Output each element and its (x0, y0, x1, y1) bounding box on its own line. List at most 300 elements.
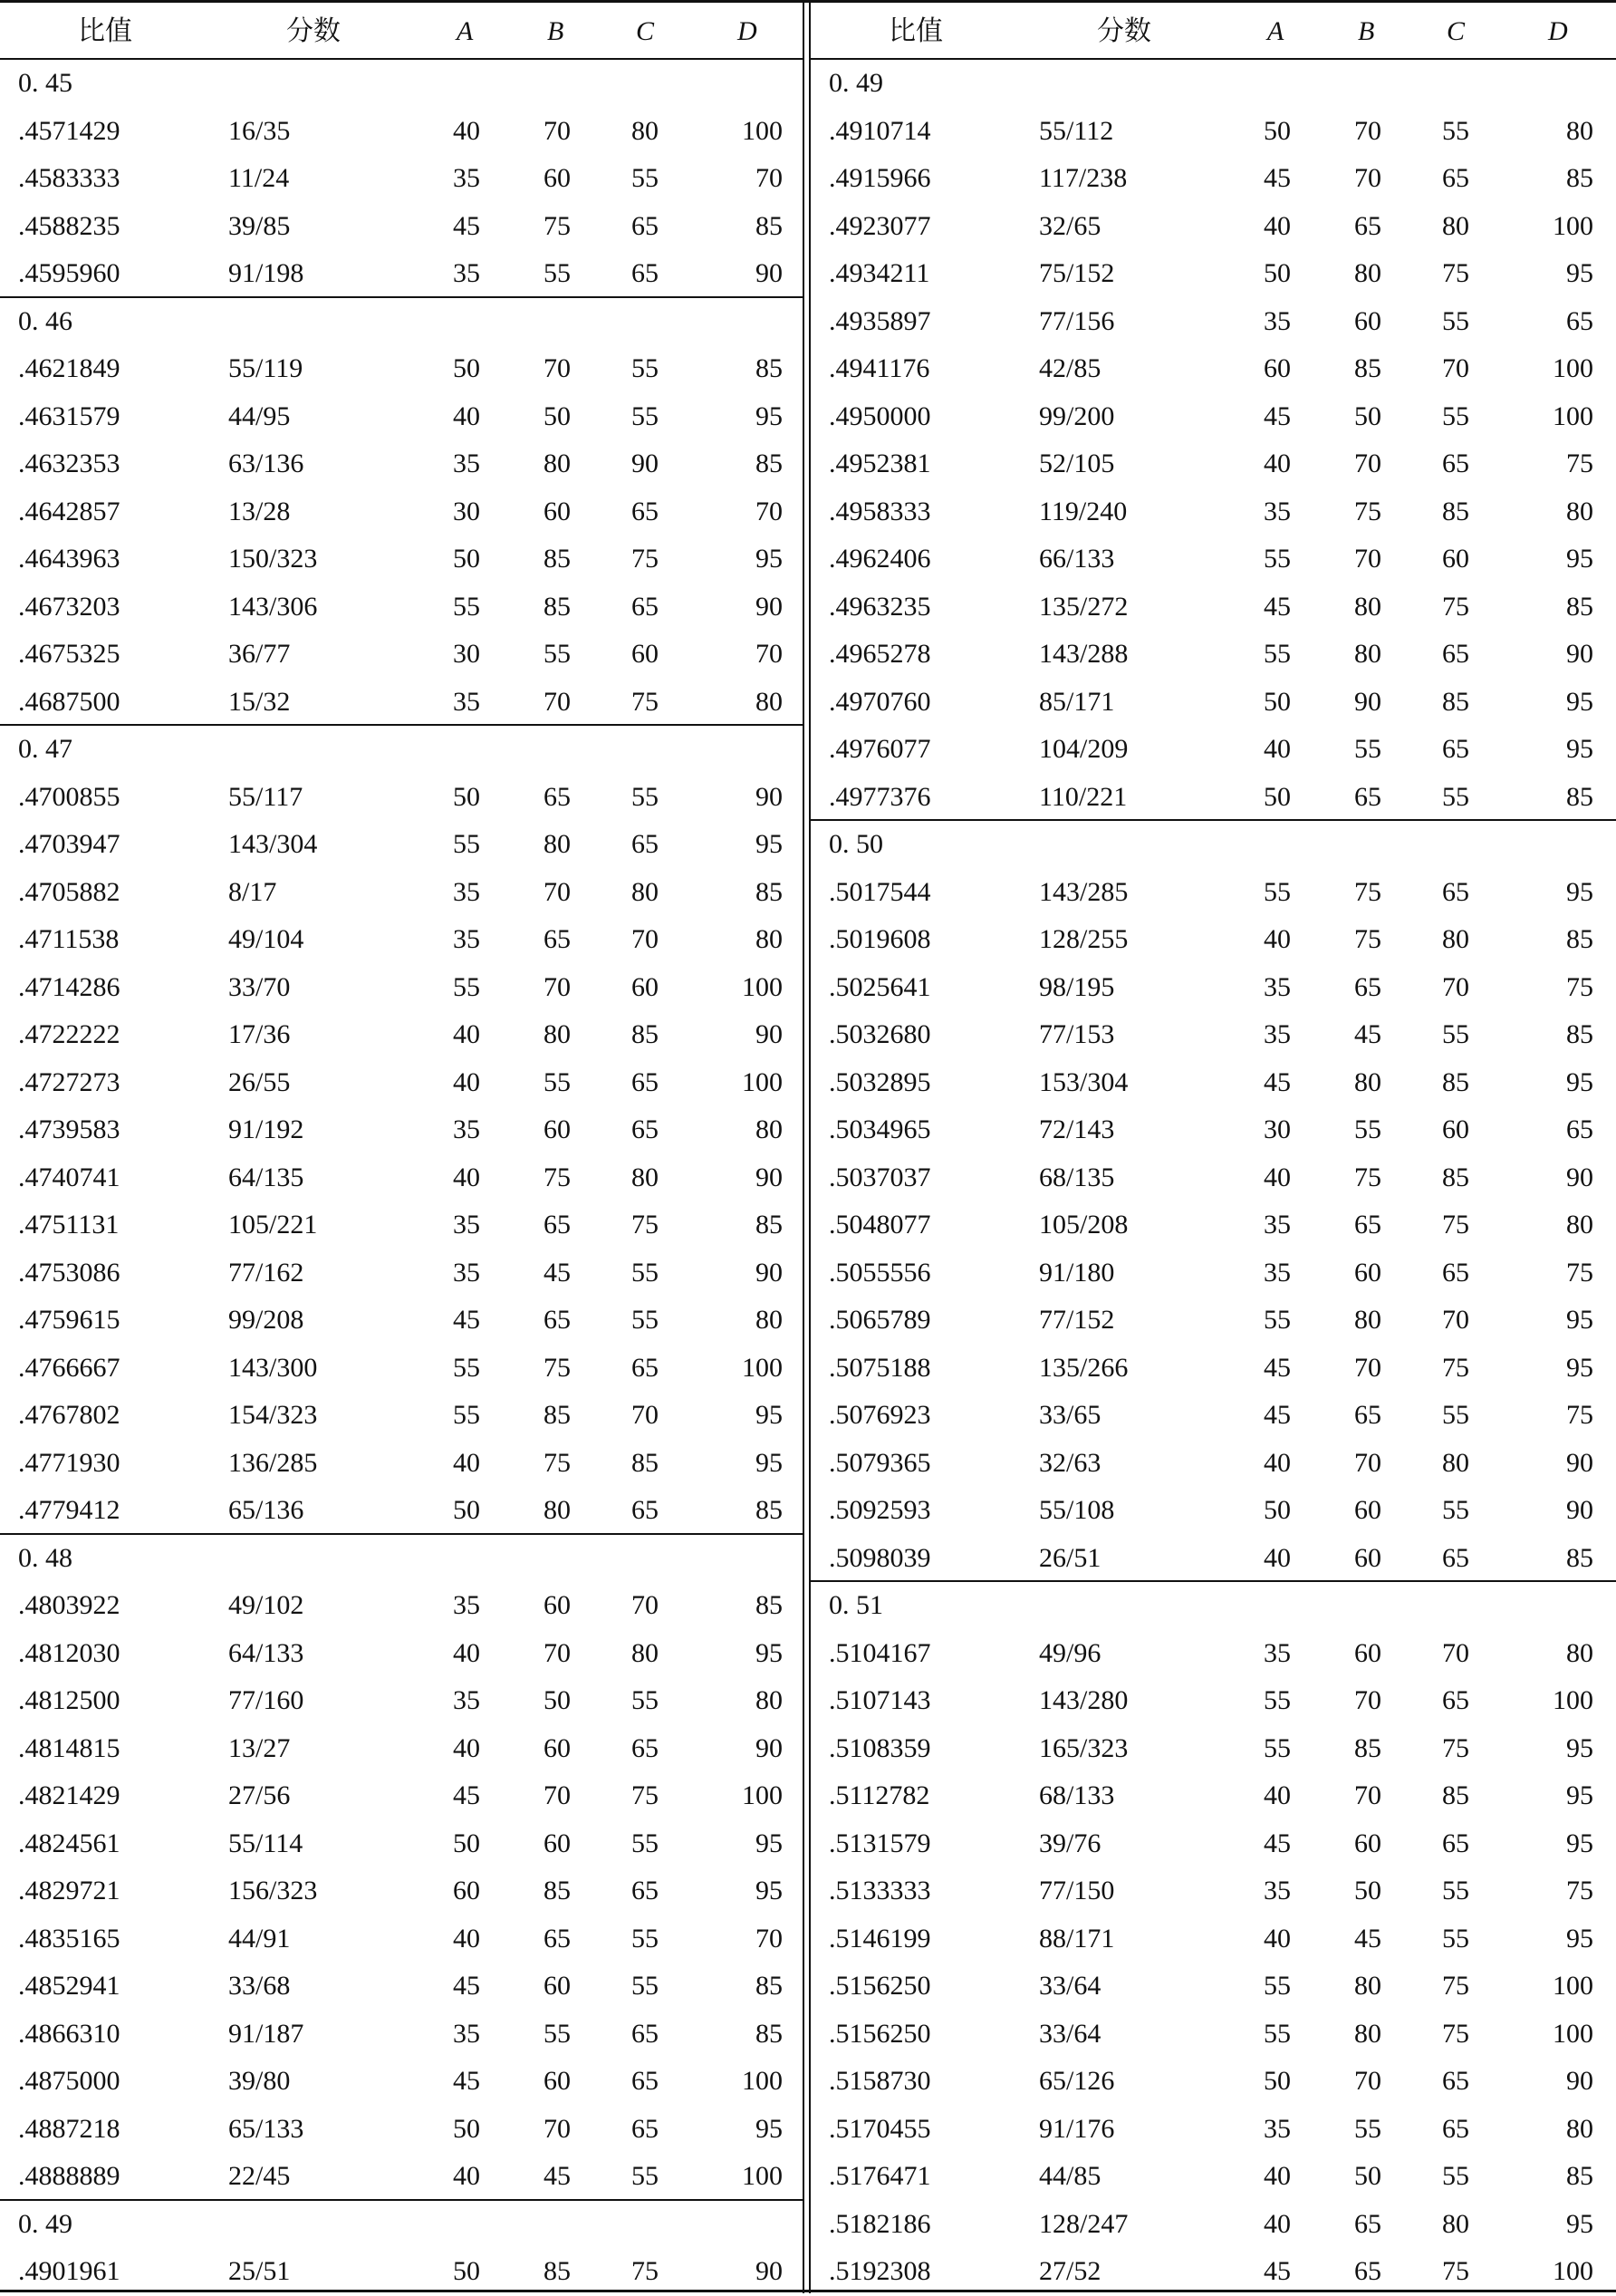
b-cell: 65 (1354, 210, 1381, 241)
c-cell: 55 (1442, 1876, 1469, 1905)
b-cell: 85 (543, 544, 571, 574)
table-row (811, 488, 1616, 536)
ratio-cell: .5158730 (829, 2066, 931, 2096)
fraction-cell: 143/280 (1039, 1685, 1129, 1715)
b-cell: 85 (543, 591, 571, 622)
table-row (0, 1582, 803, 1630)
fraction-cell: 143/300 (228, 1352, 318, 1383)
d-cell: 90 (1566, 2066, 1593, 2096)
a-cell: 40 (1264, 734, 1291, 764)
table-row (0, 1963, 803, 2011)
table-row (811, 584, 1616, 632)
c-cell: 65 (631, 1066, 659, 1097)
d-cell: 95 (755, 1828, 783, 1858)
c-cell: 55 (1442, 1495, 1469, 1525)
table-row (811, 203, 1616, 251)
table-row (811, 1867, 1616, 1915)
a-cell: 45 (453, 1971, 480, 2001)
b-cell: 85 (1354, 353, 1381, 383)
fraction-cell: 55/112 (1039, 115, 1114, 146)
fraction-cell: 77/150 (1039, 1876, 1115, 1905)
table-row (0, 1297, 803, 1345)
b-cell: 70 (1354, 1685, 1381, 1715)
a-cell: 55 (1264, 876, 1291, 907)
d-cell: 95 (1566, 686, 1593, 717)
table-row (0, 203, 803, 251)
b-cell: 65 (543, 924, 571, 954)
b-cell: 85 (543, 1876, 571, 1905)
c-cell: 65 (631, 1352, 659, 1383)
a-cell: 40 (453, 115, 480, 146)
header-c: C (1447, 16, 1466, 46)
b-cell: 60 (1354, 1257, 1381, 1288)
c-cell: 55 (631, 1257, 659, 1288)
d-cell: 75 (1566, 1876, 1593, 1905)
c-cell: 75 (1442, 2256, 1469, 2286)
table-row (0, 1345, 803, 1393)
d-cell: 85 (1566, 591, 1593, 622)
section-label: 0. 51 (829, 1590, 883, 1620)
fraction-cell: 55/117 (228, 781, 303, 812)
table-row (0, 1820, 803, 1868)
c-cell: 70 (1442, 1305, 1469, 1335)
table-row (811, 1915, 1616, 1963)
d-cell: 65 (1566, 305, 1593, 336)
c-cell: 80 (1442, 924, 1469, 954)
b-cell: 65 (543, 781, 571, 812)
a-cell: 40 (453, 1447, 480, 1478)
a-cell: 45 (1264, 591, 1291, 622)
d-cell: 95 (755, 1400, 783, 1430)
c-cell: 65 (631, 2113, 659, 2144)
c-cell: 55 (631, 1685, 659, 1715)
ratio-cell: .4803922 (18, 1590, 120, 1620)
a-cell: 40 (453, 400, 480, 431)
c-cell: 80 (631, 876, 659, 907)
ratio-cell: .4739583 (18, 1114, 120, 1144)
d-cell: 85 (755, 1971, 783, 2001)
fraction-cell: 33/68 (228, 1971, 291, 2001)
table-row (0, 1106, 803, 1154)
c-cell: 55 (631, 353, 659, 383)
c-cell: 65 (631, 591, 659, 622)
ratio-cell: .4700855 (18, 781, 120, 812)
b-cell: 65 (1354, 1210, 1381, 1240)
d-cell: 95 (755, 1637, 783, 1668)
a-cell: 55 (1264, 1732, 1291, 1763)
ratio-cell: .5076923 (829, 1400, 931, 1430)
table-row (0, 250, 803, 298)
header-a: A (457, 16, 474, 46)
d-cell: 85 (755, 876, 783, 907)
table-row (811, 440, 1616, 488)
d-cell: 65 (1566, 1114, 1593, 1144)
d-cell: 85 (755, 449, 783, 478)
d-cell: 90 (755, 1732, 783, 1763)
ratio-cell: .4675325 (18, 639, 120, 669)
fraction-cell: 135/272 (1039, 591, 1129, 622)
ratio-cell: .5037037 (829, 1162, 931, 1192)
ratio-cell: .4952381 (829, 449, 931, 478)
b-cell: 65 (1354, 2208, 1381, 2239)
section-row (0, 298, 803, 346)
b-cell: 80 (543, 1495, 571, 1525)
c-cell: 80 (1442, 2208, 1469, 2239)
table-row (811, 1154, 1616, 1202)
section-row (0, 60, 803, 108)
c-cell: 65 (1442, 876, 1469, 907)
right-table-body (811, 60, 1616, 2296)
d-cell: 80 (1566, 2113, 1593, 2144)
ratio-cell: .4915966 (829, 163, 931, 193)
ratio-cell: .5032680 (829, 1019, 931, 1049)
table-row (0, 1392, 803, 1440)
c-cell: 55 (631, 1305, 659, 1335)
fraction-cell: 135/266 (1039, 1352, 1129, 1383)
fraction-cell: 64/135 (228, 1162, 304, 1192)
a-cell: 30 (453, 496, 480, 526)
header-b: B (1358, 16, 1375, 46)
a-cell: 50 (453, 353, 480, 383)
ratio-cell: .4632353 (18, 449, 120, 478)
d-cell: 90 (1566, 639, 1593, 669)
b-cell: 75 (1354, 924, 1381, 954)
table-row (0, 1725, 803, 1773)
b-cell: 70 (1354, 1352, 1381, 1383)
a-cell: 40 (1264, 2208, 1291, 2239)
c-cell: 65 (1442, 734, 1469, 764)
ratio-cell: .4812030 (18, 1637, 120, 1668)
section-label: 0. 46 (18, 305, 72, 336)
table-row (811, 1440, 1616, 1488)
d-cell: 95 (1566, 1732, 1593, 1763)
a-cell: 60 (1264, 353, 1291, 383)
c-cell: 65 (1442, 1257, 1469, 1288)
fraction-cell: 65/126 (1039, 2066, 1115, 2096)
d-cell: 75 (1566, 1257, 1593, 1288)
fraction-cell: 105/208 (1039, 1210, 1129, 1240)
c-cell: 65 (1442, 163, 1469, 193)
table-row (0, 1154, 803, 1202)
table-row (811, 250, 1616, 298)
fraction-cell: 91/180 (1039, 1257, 1115, 1288)
d-cell: 80 (1566, 1637, 1593, 1668)
b-cell: 65 (543, 1305, 571, 1335)
table-row (811, 535, 1616, 584)
c-cell: 85 (1442, 1162, 1469, 1192)
b-cell: 60 (1354, 305, 1381, 336)
a-cell: 50 (453, 544, 480, 574)
c-cell: 55 (631, 1828, 659, 1858)
fraction-cell: 27/52 (1039, 2256, 1101, 2286)
ratio-cell: .4673203 (18, 591, 120, 622)
fraction-cell: 88/171 (1039, 1923, 1115, 1954)
table-row (811, 869, 1616, 917)
ratio-cell: .4766667 (18, 1352, 120, 1383)
d-cell: 90 (1566, 1495, 1593, 1525)
a-cell: 35 (1264, 496, 1291, 526)
c-cell: 60 (1442, 544, 1469, 574)
ratio-cell: .5133333 (829, 1876, 931, 1905)
d-cell: 85 (755, 1590, 783, 1620)
fraction-cell: 8/17 (228, 876, 277, 907)
b-cell: 80 (1354, 258, 1381, 288)
a-cell: 35 (1264, 2113, 1291, 2144)
b-cell: 80 (1354, 2018, 1381, 2049)
ratio-cell: .4887218 (18, 2113, 120, 2144)
table-row (811, 2106, 1616, 2154)
b-cell: 70 (543, 1637, 571, 1668)
d-cell: 95 (1566, 1780, 1593, 1810)
a-cell: 50 (453, 781, 480, 812)
table-row (811, 1059, 1616, 1107)
table-row (0, 1772, 803, 1820)
a-cell: 35 (1264, 305, 1291, 336)
ratio-cell: .4767802 (18, 1400, 120, 1430)
a-cell: 50 (1264, 115, 1291, 146)
b-cell: 55 (543, 639, 571, 669)
c-cell: 75 (1442, 1971, 1469, 2001)
b-cell: 55 (543, 1066, 571, 1097)
c-cell: 70 (1442, 971, 1469, 1002)
table-row (811, 298, 1616, 346)
c-cell: 55 (631, 1923, 659, 1954)
c-cell: 55 (1442, 1400, 1469, 1430)
ratio-cell: .4727273 (18, 1066, 120, 1097)
c-cell: 70 (631, 1590, 659, 1620)
b-cell: 80 (1354, 1066, 1381, 1097)
a-cell: 50 (1264, 258, 1291, 288)
d-cell: 90 (755, 781, 783, 812)
b-cell: 60 (543, 1590, 571, 1620)
a-cell: 35 (453, 686, 480, 717)
ratio-cell: .4941176 (829, 353, 930, 383)
b-cell: 45 (543, 1257, 571, 1288)
table-row (811, 631, 1616, 679)
header-ratio: 比值 (78, 15, 132, 47)
fraction-cell: 33/65 (1039, 1400, 1101, 1430)
a-cell: 40 (453, 1732, 480, 1763)
a-cell: 40 (453, 1019, 480, 1049)
d-cell: 100 (742, 115, 783, 146)
fraction-cell: 77/162 (228, 1257, 304, 1288)
d-cell: 90 (755, 2256, 783, 2286)
fraction-cell: 52/105 (1039, 449, 1115, 478)
a-cell: 40 (453, 2161, 480, 2191)
a-cell: 55 (1264, 1305, 1291, 1335)
a-cell: 40 (453, 1637, 480, 1668)
a-cell: 30 (453, 639, 480, 669)
table-row (0, 2248, 803, 2296)
b-cell: 65 (1354, 971, 1381, 1002)
section-row (811, 821, 1616, 869)
b-cell: 45 (1354, 1923, 1381, 1954)
b-cell: 60 (543, 2066, 571, 2096)
table-row (811, 1011, 1616, 1059)
d-cell: 75 (1566, 449, 1593, 478)
fraction-cell: 154/323 (228, 1400, 318, 1430)
b-cell: 60 (1354, 1495, 1381, 1525)
fraction-cell: 156/323 (228, 1876, 318, 1905)
b-cell: 60 (543, 496, 571, 526)
a-cell: 50 (453, 1495, 480, 1525)
d-cell: 80 (1566, 1210, 1593, 1240)
ratio-cell: .5112782 (829, 1780, 930, 1810)
table-row (0, 1630, 803, 1678)
d-cell: 100 (1553, 1971, 1593, 2001)
b-cell: 65 (1354, 1400, 1381, 1430)
c-cell: 60 (631, 639, 659, 669)
b-cell: 80 (543, 449, 571, 478)
c-cell: 65 (631, 2018, 659, 2049)
c-cell: 75 (1442, 1352, 1469, 1383)
fraction-cell: 32/63 (1039, 1447, 1101, 1478)
a-cell: 35 (1264, 971, 1291, 1002)
d-cell: 100 (1553, 1685, 1593, 1715)
c-cell: 55 (631, 400, 659, 431)
a-cell: 50 (453, 2113, 480, 2144)
d-cell: 100 (742, 1066, 783, 1097)
table-row (811, 1392, 1616, 1440)
b-cell: 75 (1354, 496, 1381, 526)
fraction-cell: 39/80 (228, 2066, 291, 2096)
c-cell: 55 (631, 163, 659, 193)
fraction-cell: 91/187 (228, 2018, 304, 2049)
a-cell: 55 (1264, 639, 1291, 669)
fraction-cell: 143/285 (1039, 876, 1129, 907)
fraction-cell: 136/285 (228, 1447, 318, 1478)
ratio-cell: .4901961 (18, 2256, 120, 2286)
ratio-cell: .5017544 (829, 876, 931, 907)
right-header-row (811, 3, 1616, 60)
b-cell: 60 (543, 163, 571, 193)
a-cell: 35 (453, 1257, 480, 1288)
d-cell: 100 (1553, 2256, 1593, 2286)
c-cell: 65 (1442, 1542, 1469, 1573)
table-row (811, 1535, 1616, 1583)
a-cell: 30 (1264, 1114, 1291, 1144)
fraction-cell: 49/102 (228, 1590, 304, 1620)
c-cell: 75 (1442, 2018, 1469, 2049)
section-row (0, 2201, 803, 2249)
b-cell: 70 (543, 686, 571, 717)
right-table (811, 3, 1616, 2290)
d-cell: 100 (742, 2066, 783, 2096)
table-row (811, 1106, 1616, 1154)
ratio-cell: .5079365 (829, 1447, 931, 1478)
b-cell: 70 (543, 1780, 571, 1810)
fraction-cell: 65/133 (228, 2113, 304, 2144)
ratio-cell: .5176471 (829, 2161, 931, 2191)
c-cell: 55 (1442, 1923, 1469, 1954)
ratio-cell: .4923077 (829, 210, 931, 241)
a-cell: 35 (1264, 1637, 1291, 1668)
a-cell: 45 (1264, 1066, 1291, 1097)
d-cell: 70 (755, 496, 783, 526)
c-cell: 55 (1442, 781, 1469, 812)
b-cell: 70 (1354, 115, 1381, 146)
table-row (811, 108, 1616, 156)
ratio-cell: .4976077 (829, 734, 931, 764)
d-cell: 80 (1566, 496, 1593, 526)
b-cell: 60 (1354, 1542, 1381, 1573)
b-cell: 50 (543, 1685, 571, 1715)
table-row (811, 726, 1616, 774)
d-cell: 85 (755, 210, 783, 241)
c-cell: 55 (1442, 115, 1469, 146)
a-cell: 35 (1264, 1876, 1291, 1905)
d-cell: 95 (1566, 1352, 1593, 1383)
c-cell: 65 (631, 829, 659, 859)
a-cell: 45 (453, 1305, 480, 1335)
d-cell: 90 (755, 1019, 783, 1049)
table-row (0, 440, 803, 488)
section-label: 0. 45 (18, 68, 72, 98)
c-cell: 80 (631, 1637, 659, 1668)
a-cell: 45 (1264, 1828, 1291, 1858)
a-cell: 40 (1264, 1162, 1291, 1192)
d-cell: 100 (1553, 210, 1593, 241)
b-cell: 75 (1354, 876, 1381, 907)
table-row (0, 2106, 803, 2154)
c-cell: 85 (631, 1447, 659, 1478)
left-header-row (0, 3, 803, 60)
c-cell: 65 (631, 1876, 659, 1905)
b-cell: 75 (543, 210, 571, 241)
b-cell: 80 (1354, 639, 1381, 669)
c-cell: 80 (1442, 210, 1469, 241)
table-row (0, 916, 803, 964)
table-row (811, 916, 1616, 964)
ratio-cell: .4888889 (18, 2161, 120, 2191)
table-row (811, 1725, 1616, 1773)
b-cell: 50 (1354, 400, 1381, 431)
fraction-cell: 105/221 (228, 1210, 318, 1240)
d-cell: 90 (755, 1257, 783, 1288)
d-cell: 85 (1566, 924, 1593, 954)
table-row (811, 1201, 1616, 1249)
ratio-cell: .4687500 (18, 686, 120, 717)
a-cell: 35 (453, 1210, 480, 1240)
ratio-cell: .5048077 (829, 1210, 931, 1240)
fraction-cell: 85/171 (1039, 686, 1115, 717)
c-cell: 55 (631, 781, 659, 812)
c-cell: 65 (1442, 2113, 1469, 2144)
d-cell: 80 (755, 686, 783, 717)
c-cell: 75 (631, 1210, 659, 1240)
fraction-cell: 32/65 (1039, 210, 1101, 241)
fraction-cell: 39/76 (1039, 1828, 1101, 1858)
c-cell: 65 (1442, 1685, 1469, 1715)
left-table-body (0, 60, 803, 2296)
fraction-cell: 27/56 (228, 1780, 291, 1810)
ratio-cell: .4963235 (829, 591, 931, 622)
ratio-cell: .4643963 (18, 544, 120, 574)
c-cell: 90 (631, 449, 659, 478)
ratio-cell: .4970760 (829, 686, 931, 717)
fraction-cell: 25/51 (228, 2256, 291, 2286)
ratio-cell: .5034965 (829, 1114, 931, 1144)
ratio-cell: .4821429 (18, 1780, 120, 1810)
ratio-cell: .5146199 (829, 1923, 931, 1954)
d-cell: 85 (755, 2018, 783, 2049)
b-cell: 60 (1354, 1828, 1381, 1858)
b-cell: 50 (1354, 1876, 1381, 1905)
table-row (0, 108, 803, 156)
d-cell: 95 (1566, 734, 1593, 764)
a-cell: 35 (453, 2018, 480, 2049)
c-cell: 85 (631, 1019, 659, 1049)
